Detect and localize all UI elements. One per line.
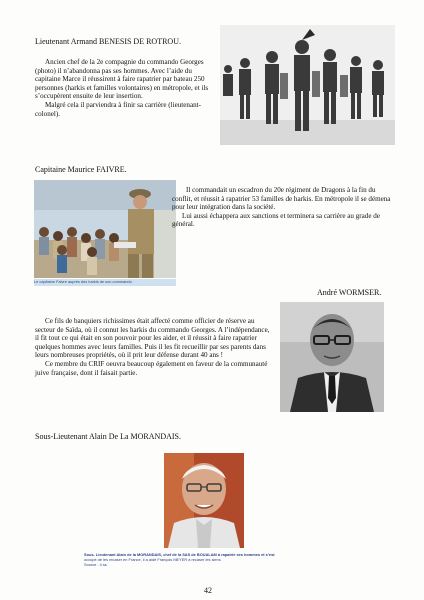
faivre-paragraph-2: Lui aussi échappera aux sanctions et terminera sa carrière au grade de général. (172, 211, 380, 229)
commando-georges-photo (220, 25, 395, 145)
morandais-caption-source: Source : 4 ss (84, 562, 107, 567)
morandais-caption (84, 552, 374, 567)
faivre-with-harkis-illustration (34, 180, 176, 278)
wormser-paragraph-1: Ce fils de banquiers richissimes était affecté comme officier de réserve au secteur de Saïda, où il connut les harkis du commando Georges. A l’indépendance, il fit tout ce qui était en son pouvoir pour les aider, et il réussit à faire rapatrier quelques hommes avec leurs familles. Puis il les fit recueillir par ses parents dans leurs nombreuses propriétés, où il prit leur défense durant 40 ans ! (35, 317, 270, 360)
benesis-paragraph-1: Ancien chef de la 2e compagnie du commando Georges (photo) il n’abandonna pas ses hommes. Avec l’aide du capitaine Marce il réussirent à faire rapatrier par bateau 250 personnes (harkis et familles volontaires) en métropole, et ils s’occupèrent ensuite de leur insertion. (35, 58, 209, 101)
page-number: 42 (204, 586, 212, 595)
officer-name-faivre: Capitaine Maurice FAIVRE. (35, 165, 127, 174)
benesis-paragraph-2: Malgré cela il parviendra à finir sa carrière (lieutenant-colonel). (35, 100, 201, 118)
morandais-portrait-illustration (164, 453, 244, 548)
morandais-caption-line-1: Sous- Lieutenant Alain de la MORANDAIS, chef de la SAS de BOUALAM à rapatrié ses hommes et s’est (84, 552, 275, 557)
faivre-photo-caption: Le capitaine Faivre auprès des harkis de son commando (34, 279, 176, 286)
officer-name-wormser: André WORMSER. (317, 288, 382, 297)
wormser-portrait-illustration (280, 302, 384, 412)
faivre-text (172, 186, 393, 229)
morandais-portrait (164, 453, 244, 548)
faivre-photo (34, 180, 176, 286)
wormser-paragraph-2: Ce membre du CRIF oeuvra beaucoup également en faveur de la communauté juive française, dont il faisait partie. (35, 359, 268, 377)
officer-name-benesis: Lieutenant Armand BENESIS DE ROTROU. (35, 37, 181, 46)
wormser-text (35, 317, 275, 377)
officer-name-morandais: Sous-Lieutenant Alain De La MORANDAIS. (35, 432, 181, 441)
morandais-caption-line-2: occupé de les recaser en France, il a aidé François MEYER à recaser les siens (84, 557, 221, 562)
faivre-paragraph-1: Il commandait un escadron du 20e régiment de Dragons à la fin du conflit, et réussit à rapatrier 53 familles de harkis. En métropole il se démena pour leur intégration dans la société. (172, 186, 391, 212)
wormser-portrait (280, 302, 384, 412)
benesis-text (35, 58, 217, 118)
soldiers-marching-illustration (220, 25, 395, 145)
